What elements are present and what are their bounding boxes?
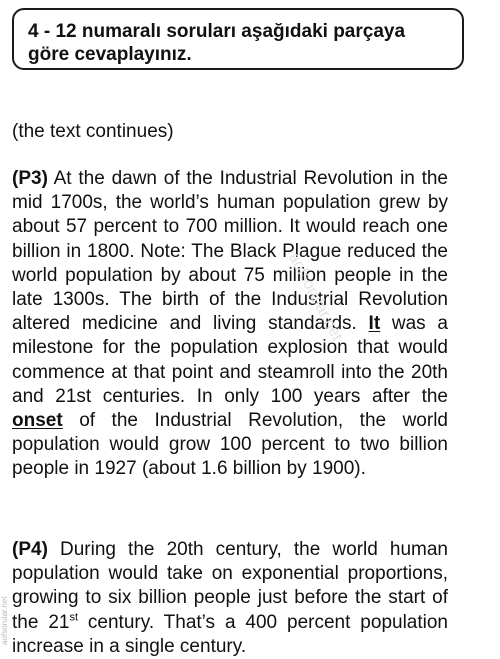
instruction-line-2: göre cevaplayınız. <box>28 44 192 65</box>
p3-text-2: was a milestone for the population explosion that would commence at that point and steamroll into the 20th and 21st centuries. In only 100 years after the <box>12 313 448 407</box>
underlined-word-it: It <box>368 313 381 335</box>
text-continues-note: (the text continues) <box>12 121 174 142</box>
instruction-box <box>12 8 464 70</box>
paragraph-p3 <box>12 167 448 482</box>
p3-text-3: of the Industrial Revolution, the world population would grow 100 percent to two billion people in 1927 (about 1.6 billion by 1900). <box>12 410 448 480</box>
underlined-word-onset: onset <box>12 410 63 432</box>
side-watermark: aofsorular.net <box>0 596 9 645</box>
diagonal-watermark: aofsorular.net <box>284 250 346 344</box>
p4-text-1: During the 20th century, the world human population would take on exponential proportions, growing to six billion people just before the start of the 21 <box>12 539 448 633</box>
p4-text-2: century. That’s a 400 percent population increase in a single century. <box>12 611 448 657</box>
paragraph-label-p3: (P3) <box>12 168 48 189</box>
superscript-st: st <box>69 611 79 624</box>
p3-text-1: At the dawn of the Industrial Revolution in the mid 1700s, the world’s human population grew by about 57 percent to 700 million. It would reach one billion in 1800. Note: The Black Plague reduced the world population by about 75 million people in the late 1300s. The birth of the Industrial Revolution altered medicine and living standards. <box>12 168 448 335</box>
paragraph-p4 <box>12 538 448 659</box>
instruction-line-1: 4 - 12 numaralı soruları aşağıdaki parçaya <box>28 21 406 42</box>
paragraph-label-p4: (P4) <box>12 539 48 560</box>
